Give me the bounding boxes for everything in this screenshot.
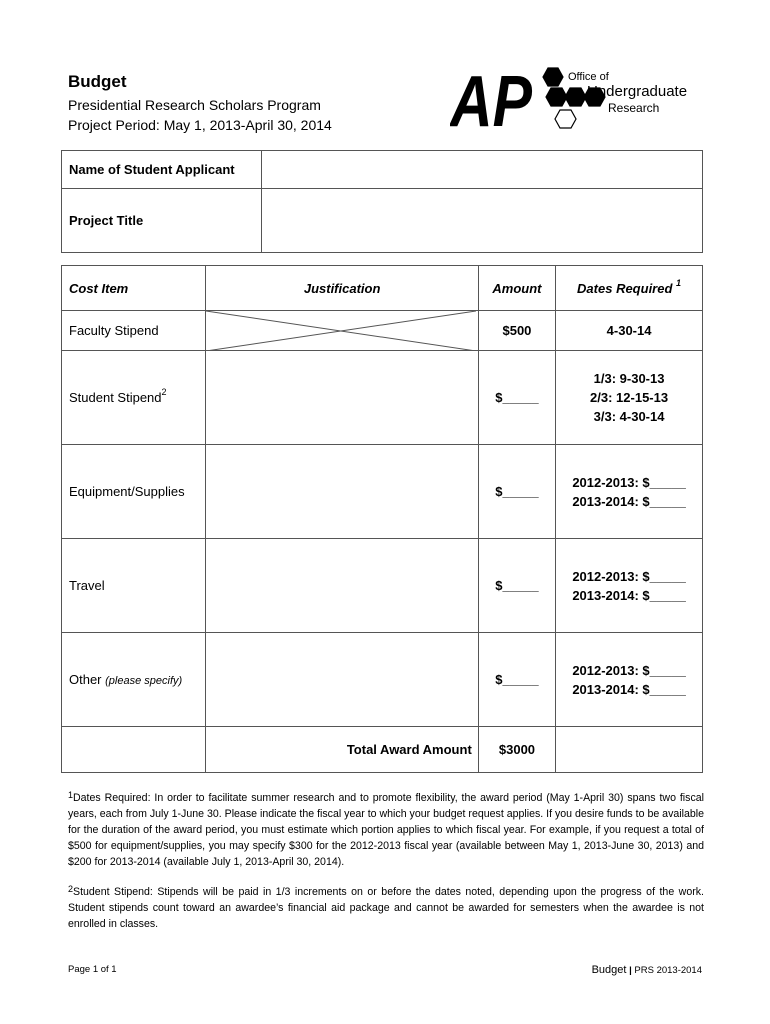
total-label: Total Award Amount [206,727,478,773]
dates-equipment[interactable] [556,445,703,539]
budget-row-other [62,633,703,727]
header-cost-item: Cost Item [62,266,206,311]
cost-item-equipment: Equipment/Supplies [62,445,206,539]
fiscal-line: 2013-2014: $_____ [572,493,686,509]
budget-row-student [62,351,703,445]
cost-item-other-cell [62,633,206,727]
budget-header-row [62,266,703,311]
justification-equipment[interactable] [206,445,478,539]
header-dates-required [556,266,703,311]
applicant-name-label: Name of Student Applicant [62,151,262,189]
fiscal-line: 2012-2013: $_____ [572,662,686,678]
fiscal-line: 2012-2013: $_____ [572,474,686,490]
amount-equipment[interactable]: $_____ [478,445,555,539]
header-justification: Justification [206,266,478,311]
date-line: 2/3: 12-15-13 [590,390,669,405]
header-amount: Amount [478,266,555,311]
footer-doc: Budget [591,964,627,976]
dates-faculty: 4-30-14 [556,311,703,351]
project-period: Project Period: May 1, 2013-April 30, 2014 [68,117,332,133]
footnote-ref-2: 2 [161,387,167,397]
fiscal-line: 2013-2014: $_____ [572,681,686,697]
header-dates-label: Dates Required [577,280,673,296]
footnote-ref-1: 1 [676,277,682,288]
applicant-table [61,150,703,253]
ap-logo-graphic [450,64,710,136]
total-value: $3000 [478,727,555,773]
footnote-1-text: Dates Required: In order to facilitate summer research and to promote flexibility, the award period (May 1-April 30) spans two fiscal years, each from July 1-June 30. Please indicate the fiscal year to which your budget request applies. If you desire funds to be available for the duration of the award period, you must estimate which portion applies to which fiscal year. For example, if you request a total of $500 for equipment/supplies, you may specify $300 for the 2012-2013 fiscal year (available between May 1, 2013-June 30, 2013) and $200 for 2013-2014 (available July 1, 2013-April 30, 2014). [68,792,704,868]
amount-other[interactable]: $_____ [478,633,555,727]
logo-line2: Undergraduate [587,83,688,100]
logo-letters: AP [450,64,533,136]
footer-separator: | [629,965,632,976]
footnote-1 [68,790,704,870]
justification-crossed-out [206,311,478,351]
justification-travel[interactable] [206,539,478,633]
footnote-2-text: Student Stipend: Stipends will be paid in 1/3 increments on or before the dates noted, depending upon the progress of the work. Student stipends count toward an awardee’s financial aid package and cannot be awarded for semesters when the awardee is not enrolled in classes. [68,886,704,930]
project-title-label: Project Title [62,189,262,253]
total-empty-dates [556,727,703,773]
office-logo [450,64,710,136]
amount-student[interactable]: $_____ [478,351,555,445]
budget-row-faculty [62,311,703,351]
justification-other[interactable] [206,633,478,727]
logo-line1: Office of [568,71,609,83]
cost-item-student-stipend: Student Stipend [69,390,162,405]
page-number: Page 1 of 1 [68,964,117,975]
footnote-1-mark: 1 [68,790,74,800]
dates-student [556,351,703,445]
budget-row-travel [62,539,703,633]
project-title-field[interactable] [262,189,703,253]
budget-total-row [62,727,703,773]
cross-out-graphic [206,311,476,351]
cost-item-student-stipend-cell [62,351,206,445]
amount-faculty: $500 [478,311,555,351]
cost-item-other-hint: (please specify) [105,675,183,687]
footer-code: PRS 2013-2014 [634,965,702,976]
amount-travel[interactable]: $_____ [478,539,555,633]
dates-other[interactable] [556,633,703,727]
date-line: 1/3: 9-30-13 [593,371,665,386]
total-empty-cell [62,727,206,773]
dates-travel[interactable] [556,539,703,633]
date-line: 3/3: 4-30-14 [593,409,665,424]
page-title: Budget [68,72,127,91]
applicant-name-field[interactable] [262,151,703,189]
fiscal-line: 2012-2013: $_____ [572,568,686,584]
program-name: Presidential Research Scholars Program [68,97,321,113]
cost-item-faculty-stipend: Faculty Stipend [62,311,206,351]
footnote-2 [68,884,704,932]
cost-item-travel: Travel [62,539,206,633]
footer-doc-info [592,964,702,976]
logo-line3: Research [608,101,660,115]
fiscal-line: 2013-2014: $_____ [572,587,686,603]
cost-item-other: Other [69,672,102,687]
budget-row-equipment [62,445,703,539]
budget-table [61,265,703,773]
justification-student[interactable] [206,351,478,445]
footnote-2-mark: 2 [68,884,74,894]
